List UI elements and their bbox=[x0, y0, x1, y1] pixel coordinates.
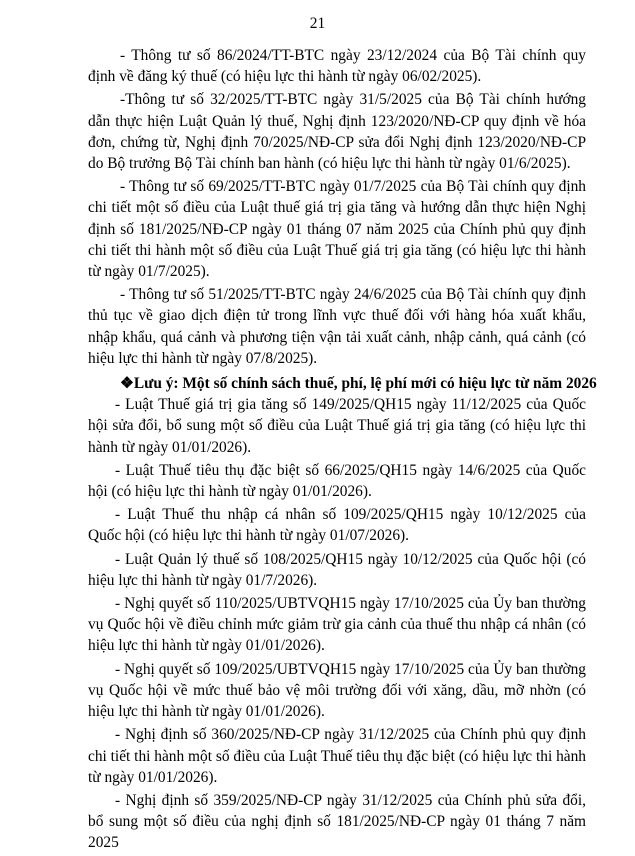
paragraph-tax-admin-law: - Luật Quản lý thuế số 108/2025/QH15 ngày 10/12/2025 của Quốc hội (có hiệu lực thi hành từ ngày 01/7/2026). bbox=[88, 550, 586, 589]
paragraph-pit-law: - Luật Thuế thu nhập cá nhân số 109/2025/QH15 ngày 10/12/2025 của Quốc hội (có hiệu lực thi hành từ ngày 01/07/2026). bbox=[88, 506, 586, 545]
paragraph-circular-69: - Thông tư số 69/2025/TT-BTC ngày 01/7/2025 của Bộ Tài chính quy định chi tiết một số điều của Luật thuế giá trị gia tăng và hướng dẫn thực hiện Nghị định số 181/2025/NĐ-CP ngày 01 tháng 07 năm 2025 của Chính phủ quy định chi tiết thi hành một số điều của Luật Thuế giá trị gia tăng (có hiệu lực thi hành từ ngày 01/7/2025). bbox=[88, 178, 586, 281]
note-title: Lưu ý: Một số chính sách thuế, phí, lệ phí mới có hiệu lực từ năm 2026 bbox=[133, 375, 597, 393]
paragraph-vat-law: - Luật Thuế giá trị gia tăng số 149/2025/QH15 ngày 11/12/2025 của Quốc hội sửa đổi, bổ sung một số điều của Luật Thuế giá trị gia tăng (có hiệu lực thi hành từ ngày 01/01/2026). bbox=[88, 396, 586, 456]
paragraph-circular-86: - Thông tư số 86/2024/TT-BTC ngày 23/12/2024 của Bộ Tài chính quy định về đăng ký thuế (có hiệu lực thi hành từ ngày 06/02/2025). bbox=[88, 47, 586, 86]
paragraph-resolution-110: - Nghị quyết số 110/2025/UBTVQH15 ngày 17/10/2025 của Ủy ban thường vụ Quốc hội về điều chỉnh mức giảm trừ gia cảnh của thuế thu nhập cá nhân (có hiệu lực thi hành từ ngày 01/01/2026). bbox=[88, 595, 586, 655]
paragraph-decree-360: - Nghị định số 360/2025/NĐ-CP ngày 31/12/2025 của Chính phủ quy định chi tiết thi hành một số điều của Luật Thuế tiêu thụ đặc biệt (có hiệu lực thi hành từ ngày 01/01/2026). bbox=[88, 726, 586, 786]
note-heading bbox=[88, 373, 597, 394]
paragraph-circular-32: -Thông tư số 32/2025/TT-BTC ngày 31/5/2025 của Bộ Tài chính hướng dẫn thực hiện Luật Quản lý thuế, Nghị định 123/2020/NĐ-CP quy định về hóa đơn, chứng từ, Nghị định 70/2025/NĐ-CP sửa đổi Nghị định 123/2020/NĐ-CP do Bộ trưởng Bộ Tài chính ban hành (có hiệu lực thi hành từ ngày 01/6/2025). bbox=[88, 91, 586, 173]
diamond-bullet-icon: ❖ bbox=[120, 375, 134, 393]
paragraph-excise-law: - Luật Thuế tiêu thụ đặc biệt số 66/2025/QH15 ngày 14/6/2025 của Quốc hội (có hiệu lực thi hành từ ngày 01/01/2026). bbox=[88, 461, 586, 501]
page-number: 21 bbox=[309, 15, 326, 32]
paragraph-decree-359: - Nghị định số 359/2025/NĐ-CP ngày 31/12/2025 của Chính phủ sửa đổi, bổ sung một số điều của nghị định số 181/2025/NĐ-CP ngày 01 tháng 7 năm 2025 bbox=[88, 791, 586, 852]
document-body bbox=[88, 45, 597, 856]
paragraph-resolution-109: - Nghị quyết số 109/2025/UBTVQH15 ngày 17/10/2025 của Ủy ban thường vụ Quốc hội về mức thuế bảo vệ môi trường đối với xăng, dầu, mỡ nhờn (có hiệu lực thi hành từ ngày 01/01/2026). bbox=[88, 660, 586, 721]
paragraph-circular-51: - Thông tư số 51/2025/TT-BTC ngày 24/6/2025 của Bộ Tài chính quy định thủ tục về giao dịch điện tử trong lĩnh vực thuế đối với hàng hóa xuất khẩu, nhập khẩu, quá cảnh và phương tiện vận tải xuất cảnh, nhập cảnh, quá cảnh (có hiệu lực thi hành từ ngày 07/8/2025). bbox=[88, 286, 586, 367]
